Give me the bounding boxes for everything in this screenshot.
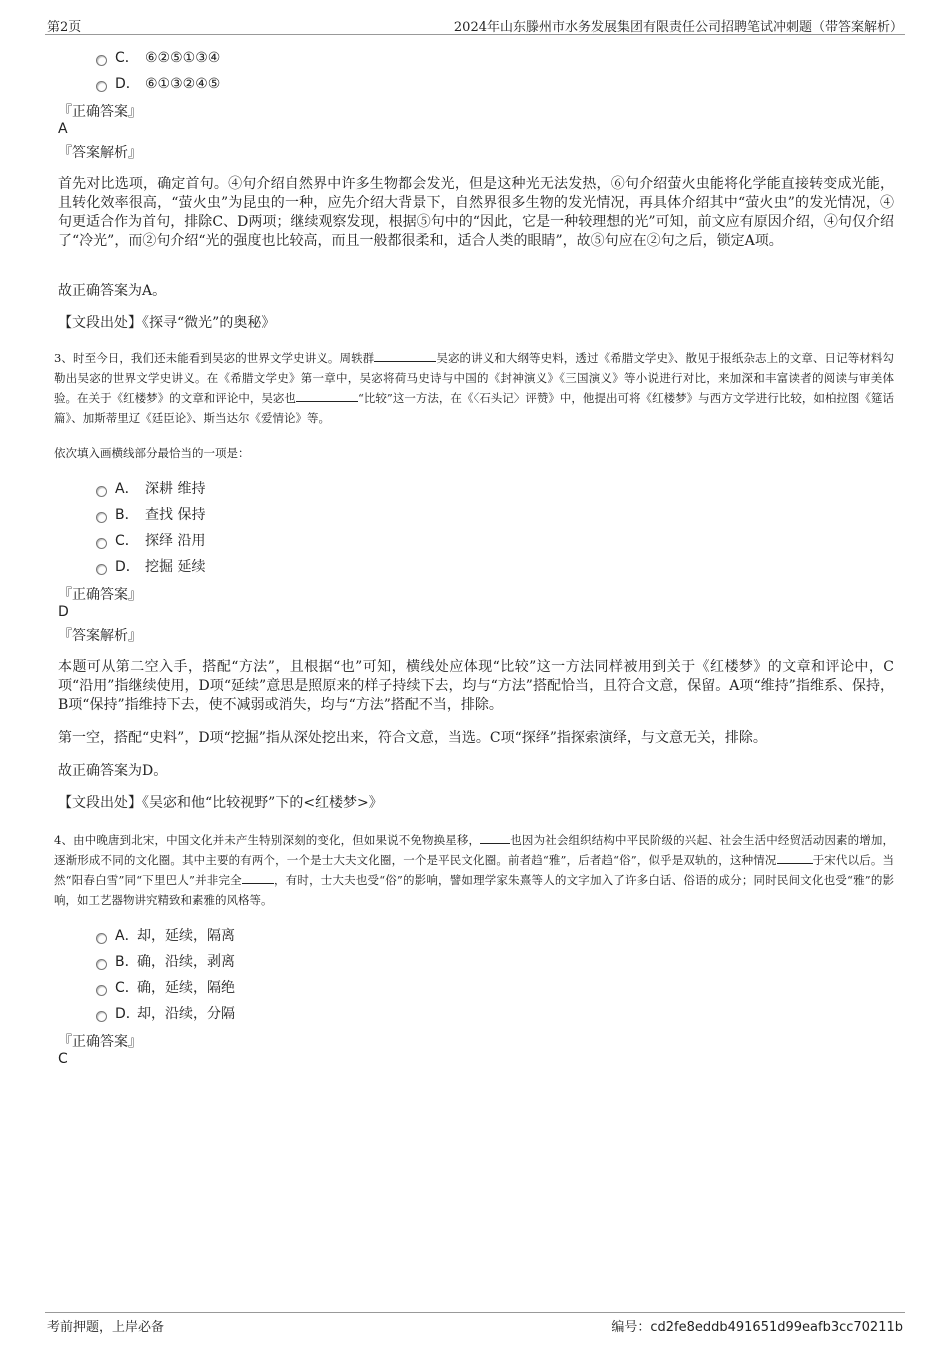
radio-button[interactable]: [96, 985, 107, 996]
analysis-text: 本题可从第二空入手，搭配“方法”，且根据“也”可知，横线处应体现“比较”这一方法同样被用到关于《红楼梦》的文章和评论中，C项“沿用”指继续使用，D项“延续”意思是照原来的样子持续下去，均与“方法”搭配恰当，且符合文意，保留。A项“维持”指维系、保持，B项“保持”指维持下去，使不减弱或消失，均与“方法”搭配不当，排除。: [58, 659, 894, 713]
fill-blank: [374, 349, 436, 362]
correct-answer: C: [58, 1051, 68, 1067]
radio-button[interactable]: [96, 538, 107, 549]
radio-button[interactable]: [96, 959, 107, 970]
page-header: [45, 14, 905, 35]
option-a[interactable]: A． 深耕 维持: [96, 479, 205, 499]
radio-button[interactable]: [96, 512, 107, 523]
analysis-text: 第一空，搭配“史料”，D项“挖掘”指从深处挖出来，符合文意，当选。C项“探绎”指探索演绎，与文意无关，排除。: [58, 730, 767, 746]
correct-answer-label: 『正确答案』: [58, 587, 142, 603]
fill-blank: [296, 389, 358, 402]
conclusion: 故正确答案为A。: [58, 283, 167, 299]
question-prompt: 依次填入画横线部分最恰当的一项是：: [54, 446, 250, 460]
document-code: 编号：cd2fe8eddb491651d99eafb3cc70211b: [611, 1320, 903, 1335]
option-b[interactable]: B． 查找 保持: [96, 505, 205, 525]
radio-button[interactable]: [96, 1011, 107, 1022]
source: 【文段出处】《吴宓和他“比较视野”下的<红楼梦>》: [58, 795, 383, 811]
page-footer: [45, 1312, 905, 1335]
page-number: 第2页: [47, 20, 82, 35]
radio-button[interactable]: [96, 486, 107, 497]
correct-answer-label: 『正确答案』: [58, 1034, 142, 1050]
correct-answer: A: [58, 121, 68, 137]
option-c[interactable]: C． ⑥②⑤①③④: [96, 48, 220, 68]
radio-button[interactable]: [96, 564, 107, 575]
source: 【文段出处】《探寻“微光”的奥秘》: [58, 315, 276, 331]
fill-blank: [480, 831, 510, 844]
option-d[interactable]: D． 挖掘 延续: [96, 557, 205, 577]
analysis-label: 『答案解析』: [58, 145, 142, 161]
option-d[interactable]: D． ⑥①③②④⑤: [96, 74, 220, 94]
radio-button[interactable]: [96, 55, 107, 66]
footer-slogan: 考前押题，上岸必备: [47, 1320, 165, 1335]
question-4-text: 4、由中晚唐到北宋，中国文化并未产生特别深刻的变化，但如果说不免物换星移， 也因为社会组织结构中平民阶级的兴起、社会生活中经贸活动因素的增加，逐渐形成不同的文化圈。其中主要的有两个，一个是士大夫文化圈，一个是平民文化圈。前者趋“雅”，后者趋“俗”，似乎是双轨的，这种情况 于宋代以后。当然“阳春白雪”同“下里巴人”并非完全 ，有时，士大夫也受“俗”的影响，譬如理学家朱熹等人的文字加入了许多白话、俗语的成分；同时民间文化也受“雅”的影响，如工艺器物讲究精致和素雅的风格等。: [54, 833, 895, 907]
option-a[interactable]: A． 却，延续，隔离: [96, 926, 235, 946]
radio-button[interactable]: [96, 81, 107, 92]
correct-answer-label: 『正确答案』: [58, 104, 142, 120]
fill-blank: [242, 871, 274, 884]
correct-answer: D: [58, 604, 69, 620]
analysis-label: 『答案解析』: [58, 628, 142, 644]
question-3-text: 3、时至今日，我们还未能看到吴宓的世界文学史讲义。周轶群 吴宓的讲义和大纲等史料，透过《希腊文学史》、散见于报纸杂志上的文章、日记等材料勾勒出吴宓的世界文学史讲义。在《希腊文学史》第一章中，吴宓将荷马史诗与中国的《封神演义》《三国演义》等小说进行对比，来加深和丰富读者的阅读与审美体验。在关于《红楼梦》的文章和评论中，吴宓也 “比较”这一方法，在《〈石头记〉评赞》中，他提出可将《红楼梦》与西方文学进行比较，如柏拉图《筵话篇》、加斯蒂里辽《廷臣论》、斯当达尔《爱情论》等。: [54, 351, 894, 425]
option-c[interactable]: C． 确，延续，隔绝: [96, 978, 235, 998]
option-b[interactable]: B． 确，沿续，剥离: [96, 952, 235, 972]
fill-blank: [777, 851, 813, 864]
option-d[interactable]: D． 却，沿续，分隔: [96, 1004, 235, 1024]
radio-button[interactable]: [96, 933, 107, 944]
document-title: 2024年山东滕州市水务发展集团有限责任公司招聘笔试冲刺题（带答案解析）: [453, 20, 903, 35]
conclusion: 故正确答案为D。: [58, 763, 168, 779]
analysis-text: 首先对比选项，确定首句。④句介绍自然界中许多生物都会发光，但是这种光无法发热，⑥句介绍萤火虫能将化学能直接转变成光能，且转化效率很高，“萤火虫”为昆虫的一种，应先介绍大背景下，自然界很多生物的发光情况，再具体介绍其中“萤火虫”的发光情况，④句更适合作为首句，排除C、D两项；继续观察发现，根据⑤句中的“因此，它是一种较理想的光”可知，前文应有原因介绍，④句仅介绍了“冷光”，而②句介绍“光的强度也比较高，而且一般都很柔和，适合人类的眼睛”，故⑤句应在②句之后，锁定A项。: [58, 176, 894, 249]
option-c[interactable]: C． 探绎 沿用: [96, 531, 205, 551]
